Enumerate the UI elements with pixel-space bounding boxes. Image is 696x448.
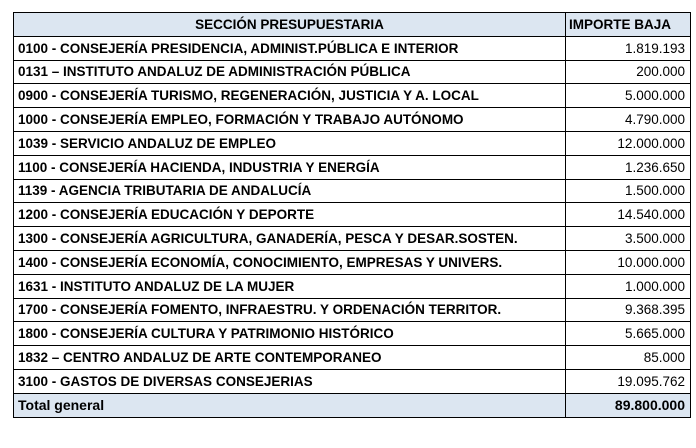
amount-cell: 5.665.000 [566,322,691,346]
table-row [14,84,691,108]
table-row [14,346,691,370]
amount-cell: 12.000.000 [566,131,691,155]
table-row [14,322,691,346]
amount-cell: 3.500.000 [566,227,691,251]
table-row [14,274,691,298]
header-section: SECCIÓN PRESUPUESTARIA [14,13,566,37]
section-cell: 3100 - GASTOS DE DIVERSAS CONSEJERIAS [14,369,566,393]
table-row [14,227,691,251]
section-cell: 1631 - INSTITUTO ANDALUZ DE LA MUJER [14,274,566,298]
table-body [14,36,691,393]
header-amount: IMPORTE BAJA [566,13,691,37]
amount-cell: 1.236.650 [566,155,691,179]
table-row [14,369,691,393]
table-row [14,155,691,179]
amount-cell: 10.000.000 [566,250,691,274]
section-cell: 1139 - AGENCIA TRIBUTARIA DE ANDALUCÍA [14,179,566,203]
table-row [14,60,691,84]
table-row [14,131,691,155]
amount-cell: 5.000.000 [566,84,691,108]
total-label: Total general [14,393,566,417]
table-row [14,36,691,60]
total-row [14,393,691,417]
table-row [14,179,691,203]
amount-cell: 1.000.000 [566,274,691,298]
section-cell: 1039 - SERVICIO ANDALUZ DE EMPLEO [14,131,566,155]
amount-cell: 200.000 [566,60,691,84]
budget-reduction-table [13,12,691,418]
section-cell: 1100 - CONSEJERÍA HACIENDA, INDUSTRIA Y ENERGÍA [14,155,566,179]
table-row [14,298,691,322]
table-row [14,203,691,227]
section-cell: 1000 - CONSEJERÍA EMPLEO, FORMACIÓN Y TRABAJO AUTÓNOMO [14,108,566,132]
amount-cell: 9.368.395 [566,298,691,322]
amount-cell: 1.819.193 [566,36,691,60]
table-footer [14,393,691,417]
budget-table-container [13,12,691,418]
amount-cell: 14.540.000 [566,203,691,227]
total-amount: 89.800.000 [566,393,691,417]
section-cell: 1200 - CONSEJERÍA EDUCACIÓN Y DEPORTE [14,203,566,227]
table-row [14,250,691,274]
amount-cell: 85.000 [566,346,691,370]
amount-cell: 19.095.762 [566,369,691,393]
section-cell: 1832 – CENTRO ANDALUZ DE ARTE CONTEMPORANEO [14,346,566,370]
section-cell: 0100 - CONSEJERÍA PRESIDENCIA, ADMINIST.PÚBLICA E INTERIOR [14,36,566,60]
section-cell: 1300 - CONSEJERÍA AGRICULTURA, GANADERÍA, PESCA Y DESAR.SOSTEN. [14,227,566,251]
section-cell: 1700 - CONSEJERÍA FOMENTO, INFRAESTRU. Y ORDENACIÓN TERRITOR. [14,298,566,322]
table-row [14,108,691,132]
section-cell: 0900 - CONSEJERÍA TURISMO, REGENERACIÓN, JUSTICIA Y A. LOCAL [14,84,566,108]
table-header [14,13,691,37]
section-cell: 1400 - CONSEJERÍA ECONOMÍA, CONOCIMIENTO, EMPRESAS Y UNIVERS. [14,250,566,274]
amount-cell: 1.500.000 [566,179,691,203]
section-cell: 1800 - CONSEJERÍA CULTURA Y PATRIMONIO HISTÓRICO [14,322,566,346]
header-row [14,13,691,37]
section-cell: 0131 – INSTITUTO ANDALUZ DE ADMINISTRACIÓN PÚBLICA [14,60,566,84]
amount-cell: 4.790.000 [566,108,691,132]
